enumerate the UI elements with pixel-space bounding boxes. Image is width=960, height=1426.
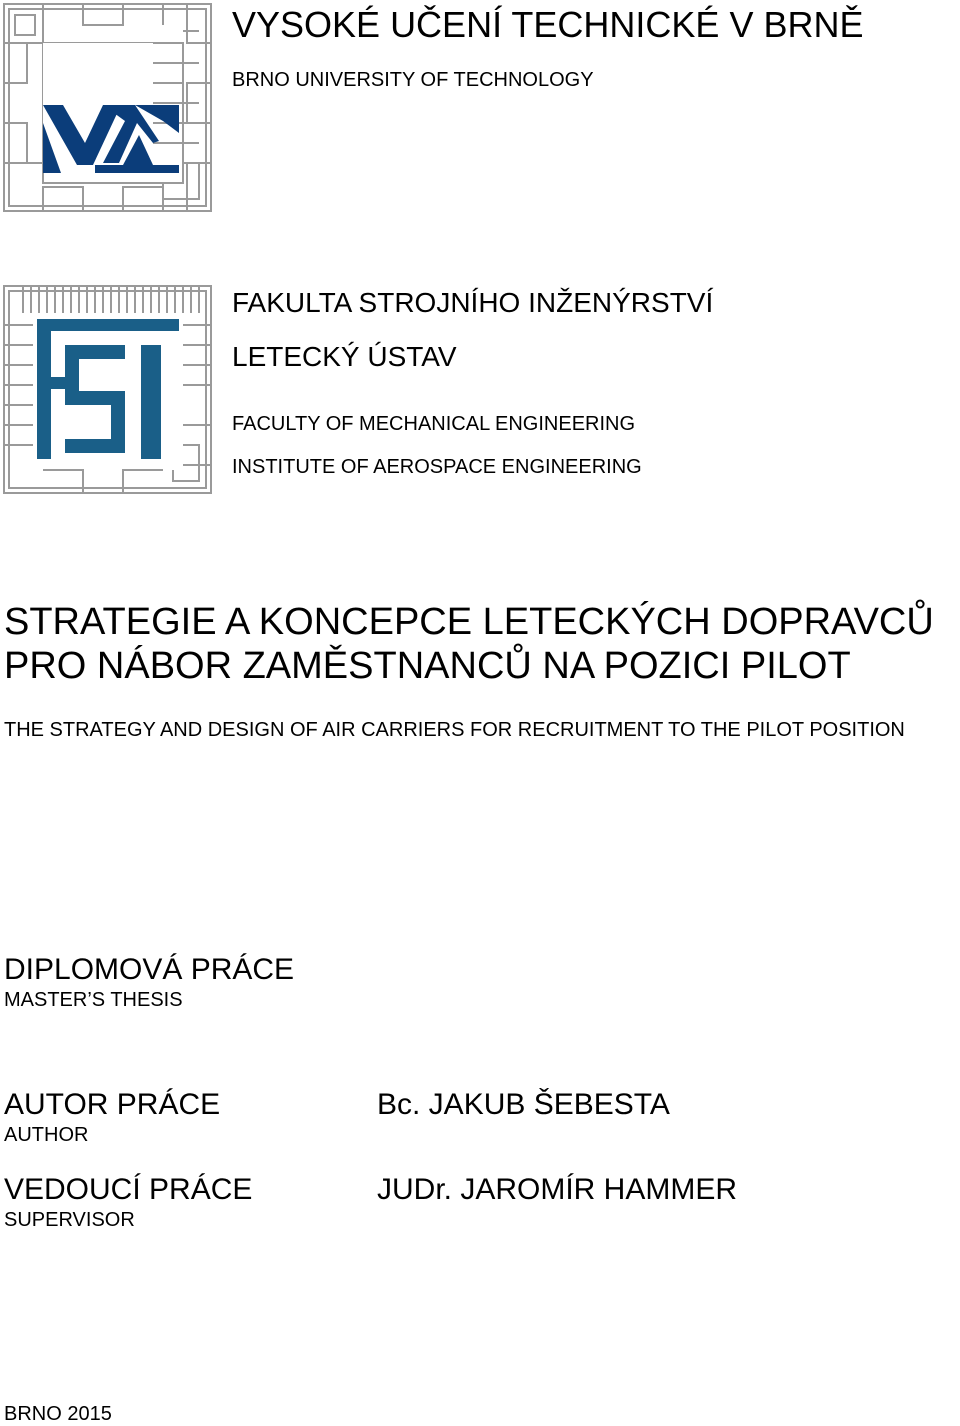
thesis-title-cz-line2: PRO NÁBOR ZAMĚSTNANCŮ NA POZICI PILOT xyxy=(4,645,851,687)
author-label-en: AUTHOR xyxy=(4,1124,89,1146)
vut-logo-icon xyxy=(3,3,213,213)
faculty-name-cz: FAKULTA STROJNÍHO INŽENÝRSTVÍ xyxy=(232,287,714,318)
author-label-cz: AUTOR PRÁCE xyxy=(4,1088,221,1121)
supervisor-name: JUDr. JAROMÍR HAMMER xyxy=(377,1173,737,1206)
fsi-logo-icon xyxy=(3,285,213,495)
supervisor-label-cz: VEDOUCÍ PRÁCE xyxy=(4,1173,253,1206)
author-name: Bc. JAKUB ŠEBESTA xyxy=(377,1088,670,1121)
institute-name-cz: LETECKÝ ÚSTAV xyxy=(232,341,457,372)
university-name-en: BRNO UNIVERSITY OF TECHNOLOGY xyxy=(232,69,594,91)
thesis-type-en: MASTER’S THESIS xyxy=(4,989,183,1011)
thesis-title-cz-line1: STRATEGIE A KONCEPCE LETECKÝCH DOPRAVCŮ xyxy=(4,601,934,643)
thesis-type-cz: DIPLOMOVÁ PRÁCE xyxy=(4,953,295,986)
supervisor-label-en: SUPERVISOR xyxy=(4,1209,135,1231)
university-name-cz: VYSOKÉ UČENÍ TECHNICKÉ V BRNĚ xyxy=(232,4,864,45)
thesis-title-en: THE STRATEGY AND DESIGN OF AIR CARRIERS FOR RECRUITMENT TO THE PILOT POSITION xyxy=(4,719,905,741)
institute-name-en: INSTITUTE OF AEROSPACE ENGINEERING xyxy=(232,456,642,478)
faculty-name-en: FACULTY OF MECHANICAL ENGINEERING xyxy=(232,413,636,435)
place-and-year: BRNO 2015 xyxy=(4,1403,112,1425)
